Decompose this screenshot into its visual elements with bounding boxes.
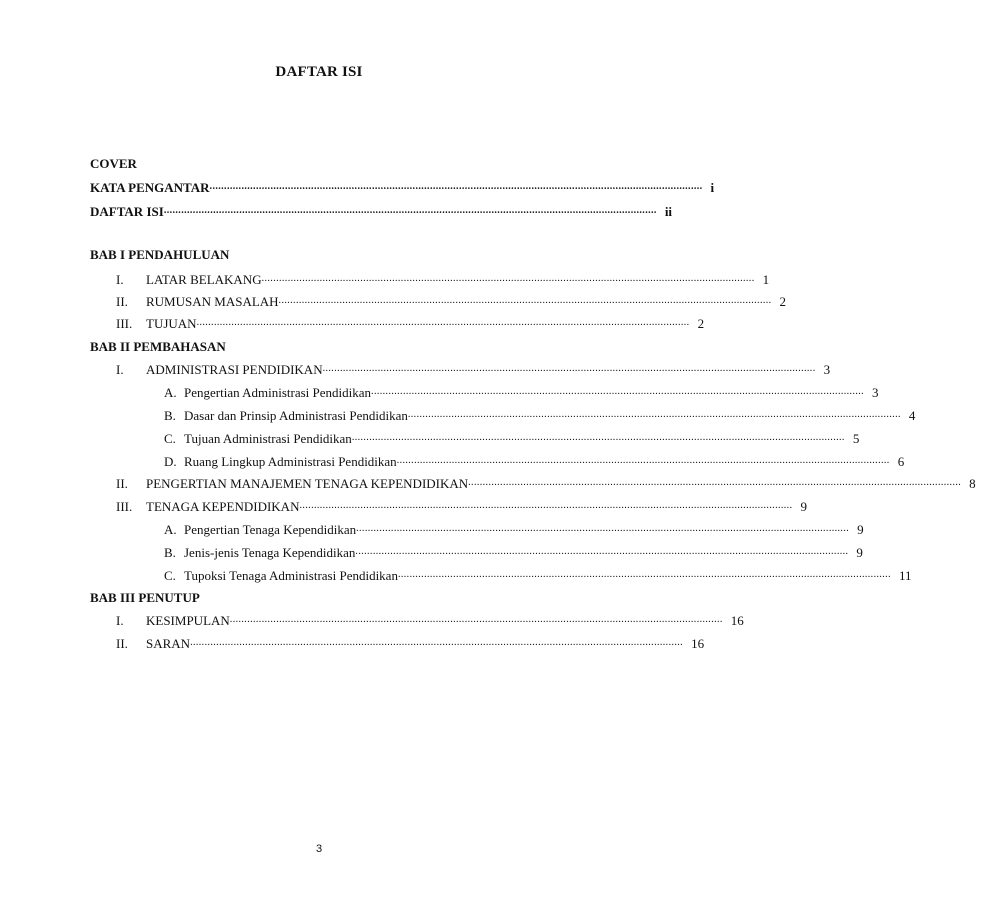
toc-entry-page: 1 [762, 272, 770, 287]
toc-entry-page: 16 [691, 636, 705, 651]
toc-entry-number: II. [116, 294, 128, 309]
chapter-heading [90, 337, 580, 357]
dot-leader: .......................................................................................................................................................................... [396, 455, 890, 466]
toc-entry-number: III. [116, 316, 133, 331]
toc-entry-number: D. [164, 454, 177, 469]
toc-entry [90, 474, 976, 494]
toc-entry-label: RUMUSAN MASALAH [146, 294, 279, 309]
dot-leader: .......................................................................................................................................................................... [356, 523, 850, 534]
toc-subentry [90, 429, 860, 449]
toc-entry-page: 9 [800, 499, 807, 514]
toc-subentry [90, 406, 916, 426]
toc-entry-label: KESIMPULAN [146, 613, 230, 628]
dot-leader: .......................................................................................................................................................................... [209, 181, 703, 192]
toc-entry-label: KATA PENGANTAR [90, 180, 210, 195]
toc-subentry [90, 566, 912, 586]
dot-leader: .......................................................................................................................................................................... [196, 317, 690, 328]
toc-entry [90, 634, 705, 654]
dot-leader: .......................................................................................................................................................................... [261, 273, 755, 284]
toc-entry-page: ii [664, 204, 673, 219]
toc-entry-number: II. [116, 636, 128, 651]
dot-leader: .......................................................................................................................................................................... [468, 477, 962, 488]
toc-entry-number: B. [164, 408, 176, 423]
toc-entry-page: 3 [872, 385, 879, 400]
toc-entry-label: Tujuan Administrasi Pendidikan [184, 431, 352, 446]
chapter-heading-label: BAB II PEMBAHASAN [90, 339, 226, 354]
toc-entry-page: i [710, 180, 715, 195]
toc-entry-label: LATAR BELAKANG [146, 272, 262, 287]
toc-entry-number: II. [116, 476, 128, 491]
toc-entry-page: 16 [730, 613, 744, 628]
dot-leader: .......................................................................................................................................................................... [397, 569, 891, 580]
toc-entry-label: Dasar dan Prinsip Administrasi Pendidikan [184, 408, 408, 423]
chapter-heading-label: BAB I PENDAHULUAN [90, 247, 230, 262]
toc-entry-number: C. [164, 431, 176, 446]
toc-entry-label: Tupoksi Tenaga Administrasi Pendidikan [184, 568, 398, 583]
page-title: DAFTAR ISI [275, 64, 363, 80]
toc-entry-cover [90, 154, 580, 174]
toc-entry-page: 6 [897, 454, 905, 469]
toc-entry-label: ADMINISTRASI PENDIDIKAN [146, 362, 323, 377]
dot-leader: .......................................................................................................................................................................... [355, 546, 849, 557]
toc-subentry [90, 543, 863, 563]
toc-entry-number: A. [164, 522, 177, 537]
toc-entry-page: 9 [856, 545, 863, 560]
dot-leader: .......................................................................................................................................................................... [407, 409, 901, 420]
toc-entry [90, 292, 787, 312]
toc-entry-number: C. [164, 568, 176, 583]
toc-entry-label: TUJUAN [146, 316, 197, 331]
dot-leader: .......................................................................................................................................................................... [299, 500, 793, 511]
toc-subentry [90, 383, 879, 403]
dot-leader: .......................................................................................................................................................................... [163, 205, 657, 216]
toc-entry-number: III. [116, 499, 133, 514]
toc-entry-label: Ruang Lingkup Administrasi Pendidikan [184, 454, 397, 469]
dot-leader: .......................................................................................................................................................................... [190, 637, 684, 648]
dot-leader: .......................................................................................................................................................................... [229, 614, 723, 625]
toc-entry-number: I. [116, 362, 124, 377]
toc-entry-label: COVER [90, 156, 137, 171]
toc-entry [90, 270, 770, 290]
page-number: 3 [315, 843, 323, 855]
dot-leader: .......................................................................................................................................................................... [278, 295, 772, 306]
toc-entry-page: 3 [823, 362, 831, 377]
toc-entry-label: Pengertian Tenaga Kependidikan [184, 522, 357, 537]
toc-entry-number: B. [164, 545, 176, 560]
toc-entry-label: Pengertian Administrasi Pendidikan [184, 385, 372, 400]
toc-entry-page: 4 [908, 408, 916, 423]
toc-entry-number: I. [116, 613, 124, 628]
toc-entry-label: Jenis-jenis Tenaga Kependidikan [184, 545, 356, 560]
toc-entry-label: SARAN [146, 636, 191, 651]
toc-entry-daftar-isi [90, 202, 673, 222]
toc-entry-label: PENGERTIAN MANAJEMEN TENAGA KEPENDIDIKAN [146, 476, 469, 491]
dot-leader: .......................................................................................................................................................................... [351, 432, 845, 443]
toc-entry-label: TENAGA KEPENDIDIKAN [146, 499, 300, 514]
toc-entry-kata-pengantar [90, 178, 715, 198]
toc-entry-page: 2 [779, 294, 787, 309]
dot-leader: .......................................................................................................................................................................... [322, 363, 816, 374]
toc-entry-page: 8 [969, 476, 976, 491]
toc-entry [90, 497, 807, 517]
toc-entry-page: 11 [898, 568, 912, 583]
chapter-heading [90, 245, 580, 265]
toc-entry [90, 611, 744, 631]
toc-entry-page: 9 [857, 522, 864, 537]
toc-subentry [90, 452, 905, 472]
toc-entry [90, 314, 705, 334]
toc-subentry [90, 520, 864, 540]
chapter-heading [90, 588, 580, 608]
toc-entry-label: DAFTAR ISI [90, 204, 164, 219]
toc-entry-page: 2 [697, 316, 705, 331]
chapter-heading-label: BAB III PENUTUP [90, 590, 200, 605]
dot-leader: .......................................................................................................................................................................... [371, 386, 865, 397]
toc-entry-number: I. [116, 272, 124, 287]
toc-entry-number: A. [164, 385, 177, 400]
toc-entry [90, 360, 831, 380]
toc-entry-page: 5 [852, 431, 860, 446]
